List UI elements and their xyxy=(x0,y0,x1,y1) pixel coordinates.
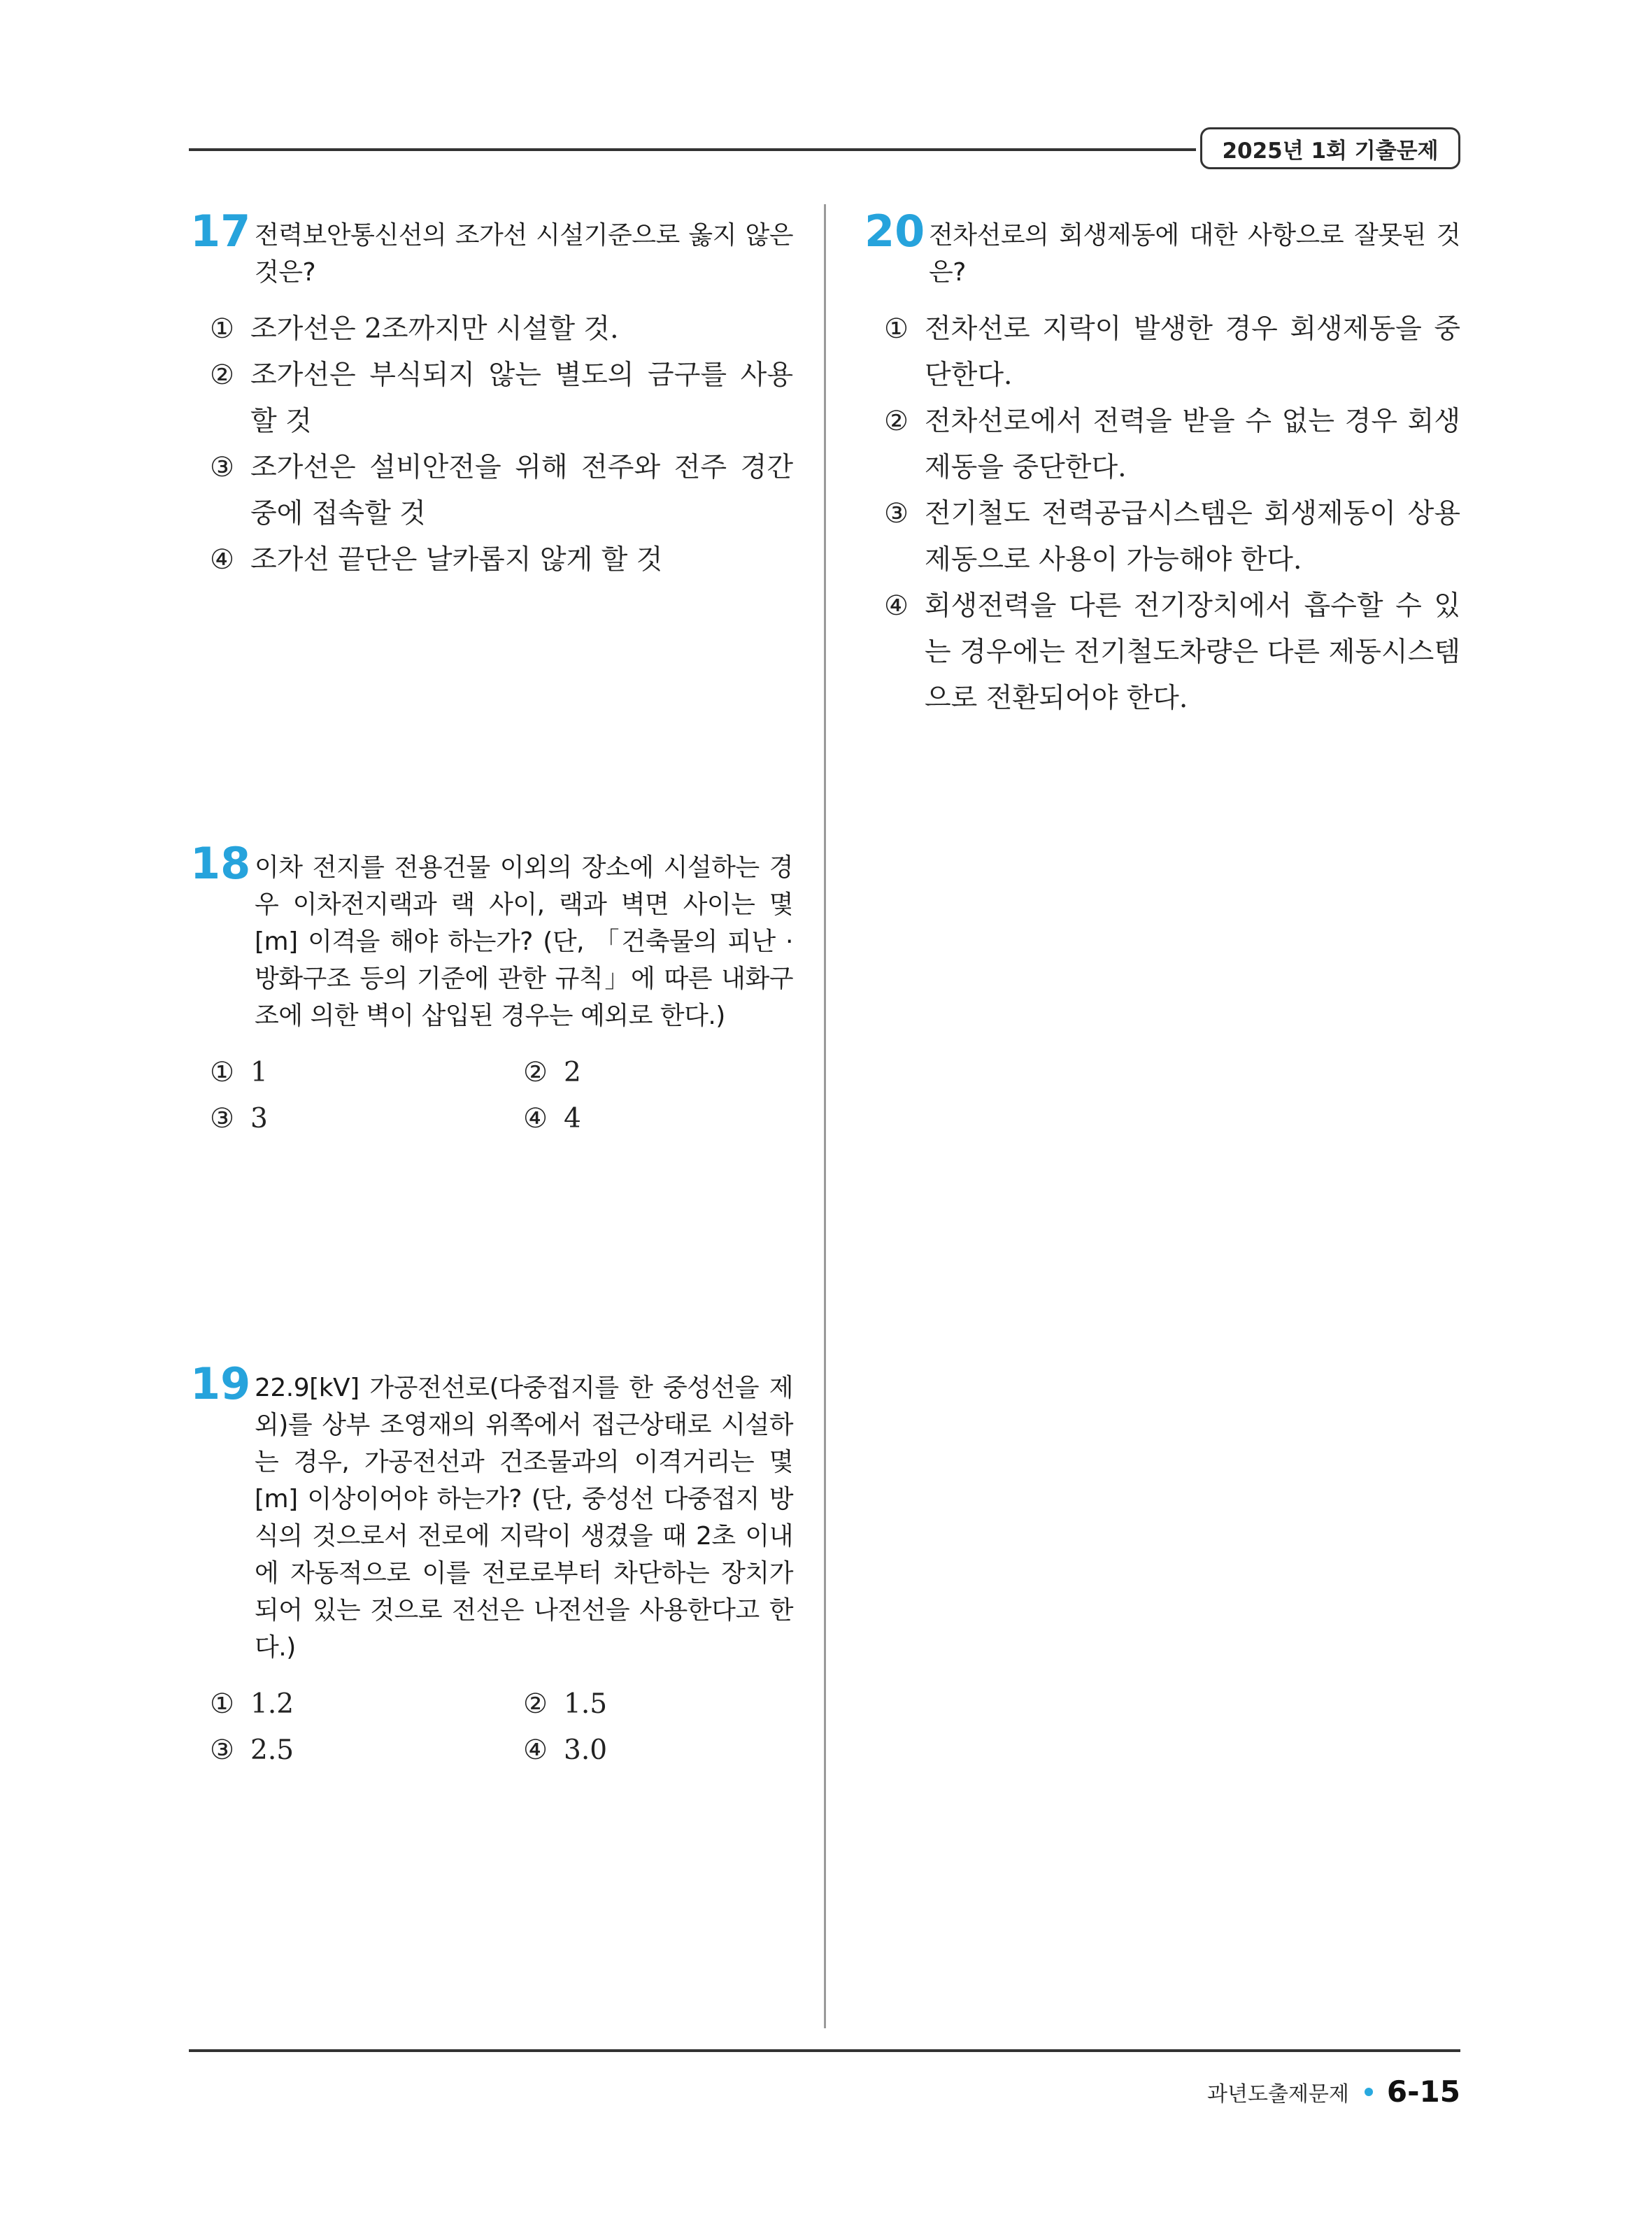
option-text: 조가선 끝단은 날카롭지 않게 할 것 xyxy=(250,544,663,576)
option-1 xyxy=(210,1050,523,1096)
question-stem: 전차선로의 회생제동에 대한 사항으로 잘못된 것은? xyxy=(929,221,1460,287)
option-3 xyxy=(884,491,1460,583)
option-text: 1 xyxy=(250,1057,268,1088)
option-text: 전차선로 지락이 발생한 경우 회생제동을 중단한다. xyxy=(925,313,1460,391)
question-number: 18 xyxy=(190,838,251,889)
question-number: 20 xyxy=(864,206,925,257)
option-text: 2.5 xyxy=(250,1735,294,1766)
option-marker: ④ xyxy=(523,1103,548,1134)
question-stem: 22.9[kV] 가공전선로(다중접지를 한 중성선을 제외)를 상부 조영재의 위쪽에서 접근상태로 시설하는 경우, 가공전선과 건조물과의 이격거리는 몇 [m] 이상이어야 하는가? (단, 중성선 다중접지 방식의 것으로서 전로에 지락이 생겼을 때 2초 이내에 자동적으로 이를 전로로부터 차단하는 장치가 되어 있는 것으로 전선은 나전선을 사용한다고 한다.) xyxy=(255,1374,793,1662)
option-2 xyxy=(523,1050,803,1096)
option-text: 3.0 xyxy=(564,1735,608,1766)
option-marker: ③ xyxy=(884,498,909,529)
option-marker: ② xyxy=(523,1688,548,1720)
option-text: 조가선은 2조까지만 시설할 것. xyxy=(250,313,619,345)
question-19 xyxy=(190,1358,793,1774)
option-1 xyxy=(210,1681,523,1728)
option-text: 1.2 xyxy=(250,1688,294,1720)
option-marker: ① xyxy=(210,313,234,345)
option-marker: ① xyxy=(884,313,909,345)
option-marker: ② xyxy=(884,406,909,437)
option-marker: ① xyxy=(210,1688,234,1720)
question-number: 19 xyxy=(190,1358,251,1409)
option-list xyxy=(210,306,793,583)
option-marker: ③ xyxy=(210,1735,234,1766)
option-text: 회생전력을 다른 전기장치에서 흡수할 수 있는 경우에는 전기철도차량은 다른 제동시스템으로 전환되어야 한다. xyxy=(925,590,1460,714)
option-marker: ② xyxy=(523,1057,548,1088)
question-18 xyxy=(190,838,793,1142)
option-1 xyxy=(210,306,793,352)
option-text: 4 xyxy=(564,1103,581,1134)
option-text: 조가선은 설비안전을 위해 전주와 전주 경간 중에 접속할 것 xyxy=(250,452,793,529)
question-stem: 이차 전지를 전용건물 이외의 장소에 시설하는 경우 이차전지랙과 랙 사이, 랙과 벽면 사이는 몇 [m] 이격을 해야 하는가? (단, 「건축물의 피난 · 방화구조 등의 기준에 관한 규칙」에 따른 내화구조에 의한 벽이 삽입된 경우는 예외로 한다.) xyxy=(255,853,793,1030)
page-footer xyxy=(1207,2074,1460,2109)
header-rule xyxy=(189,148,1196,151)
footer-section-label: 과년도출제문제 xyxy=(1207,2081,1349,2107)
bullet-dot-icon xyxy=(1365,2088,1373,2096)
option-2 xyxy=(523,1681,803,1728)
option-text: 3 xyxy=(250,1103,268,1134)
option-text: 조가선은 부식되지 않는 별도의 금구를 사용할 것 xyxy=(250,359,793,437)
option-text: 1.5 xyxy=(564,1688,608,1720)
option-4 xyxy=(523,1728,803,1774)
option-grid xyxy=(210,1050,793,1142)
option-3 xyxy=(210,445,793,537)
page-number: 6-15 xyxy=(1386,2074,1460,2109)
option-2 xyxy=(884,399,1460,491)
option-marker: ① xyxy=(210,1057,234,1088)
column-divider xyxy=(824,204,826,2028)
question-20 xyxy=(864,206,1460,722)
option-marker: ③ xyxy=(210,1103,234,1134)
option-4 xyxy=(884,583,1460,722)
exam-session-badge: 2025년 1회 기출문제 xyxy=(1200,127,1460,169)
option-grid xyxy=(210,1681,793,1774)
option-3 xyxy=(210,1728,523,1774)
option-1 xyxy=(884,306,1460,399)
option-marker: ④ xyxy=(210,544,234,576)
option-4 xyxy=(210,537,793,583)
option-3 xyxy=(210,1096,523,1142)
option-text: 2 xyxy=(564,1057,581,1088)
option-marker: ② xyxy=(210,359,234,391)
footer-rule xyxy=(189,2049,1460,2052)
question-17 xyxy=(190,206,793,583)
option-marker: ③ xyxy=(210,452,234,483)
question-number: 17 xyxy=(190,206,251,257)
option-marker: ④ xyxy=(523,1735,548,1766)
option-list xyxy=(884,306,1460,722)
option-marker: ④ xyxy=(884,590,909,622)
question-stem: 전력보안통신선의 조가선 시설기준으로 옳지 않은 것은? xyxy=(255,221,793,287)
option-2 xyxy=(210,352,793,445)
option-4 xyxy=(523,1096,803,1142)
option-text: 전차선로에서 전력을 받을 수 없는 경우 회생제동을 중단한다. xyxy=(925,406,1460,483)
option-text: 전기철도 전력공급시스템은 회생제동이 상용제동으로 사용이 가능해야 한다. xyxy=(925,498,1460,576)
